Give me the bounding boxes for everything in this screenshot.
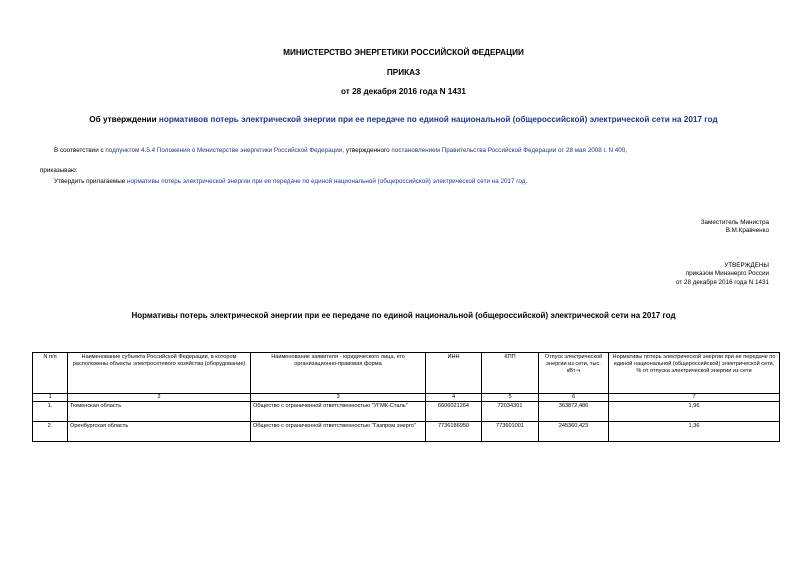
header-cell-region: Наименование субъекта Российской Федерации, в котором расположены объекты электросетевого хозяйства (оборудование) [68,353,251,394]
approval-block [676,262,769,287]
order-text-1: Утвердить прилагаемые [54,178,127,185]
annex-title: Нормативы потерь электрической энергии при ее передаче по единой национальной (общероссийской) электрической сети на 2017 год [131,311,676,320]
supply-cell: 363872,486 [539,402,609,422]
title-prefix: Об утверждении [89,115,159,124]
loss-norm-cell: 1,36 [609,422,780,442]
preamble-text-3: , [625,147,628,154]
header-cell-kpp: КПП [482,353,539,394]
region-cell: Оренбургская область [68,422,251,442]
header-cell-applicant: Наименование заявителя - юридического лица, его организационно-правовая форма [251,353,426,394]
header-cell-number: N п/п [33,353,68,394]
inn-cell: 7736186950 [426,422,482,442]
column-numbers-row [33,394,780,402]
column-number: 6 [539,394,609,402]
ministry-heading: МИНИСТЕРСТВО ЭНЕРГЕТИКИ РОССИЙСКОЙ ФЕДЕРАЦИИ [283,48,524,57]
table-header-row [33,353,780,394]
norms-table [32,352,780,442]
order-text-2: . [525,178,528,185]
column-number: 4 [426,394,482,402]
applicant-cell: Общество с ограниченной ответственностью "Газпром энерго" [251,422,426,442]
preamble [54,147,774,155]
row-number: 1. [33,402,68,422]
signature-name: В.М.Кравченко [725,227,769,235]
approval-line-3: от 28 декабря 2016 года N 1431 [675,278,769,286]
table-row [33,402,780,422]
preamble-link-decree[interactable]: постановлением Правительства Российской Федерации от 28 мая 2008 г. N 400 [391,147,626,154]
kpp-cell: 773601001 [482,422,539,442]
approval-line-1: УТВЕРЖДЕНЫ [724,262,769,269]
column-number: 3 [251,394,426,402]
signature-position: Заместитель Министра [700,219,769,226]
order-verb: приказываю: [40,167,78,174]
kpp-cell: 72034301 [482,402,539,422]
column-number: 2 [68,394,251,402]
applicant-cell: Общество с ограниченной ответственностью "УГМК-Сталь" [251,402,426,422]
signature-block [701,219,769,236]
approval-line-2: приказом Минэнерго России [685,270,769,278]
header-cell-supply: Отпуск электрической энергии из сети, тыс. кВт·ч [539,353,609,394]
loss-norm-cell: 1,96 [609,402,780,422]
supply-cell: 245360,423 [539,422,609,442]
preamble-text-2: , утвержденного [342,147,392,154]
column-number: 1 [33,394,68,402]
column-number: 7 [609,394,780,402]
region-cell: Тюменская область [68,402,251,422]
header-cell-loss-norm: Нормативы потерь электрической энергии при ее передаче по единой национальной (общероссийской) электрической сети, % от отпуска электрической энергии из сети [609,353,780,394]
order-text [54,178,774,186]
document-date: от 28 декабря 2016 года N 1431 [341,87,466,96]
preamble-link-regulation[interactable]: подпунктом 4.5.4 Положения о Министерстве энергетики Российской Федерации [105,147,343,154]
preamble-text-1: В соответствии с [54,147,106,154]
row-number: 2. [33,422,68,442]
header-cell-inn: ИНН [426,353,482,394]
table-row [33,422,780,442]
order-link-norms[interactable]: нормативы потерь электрической энергии при ее передаче по единой национальной (общероссийской) электрической сети на 2017 год [127,178,526,185]
document-type: ПРИКАЗ [386,68,421,77]
document-title [0,115,807,124]
title-link[interactable]: нормативов потерь электрической энергии при ее передаче по единой национальной (общероссийской) электрической сети на 2017 год [158,115,718,124]
inn-cell: 6606021264 [426,402,482,422]
column-number: 5 [482,394,539,402]
